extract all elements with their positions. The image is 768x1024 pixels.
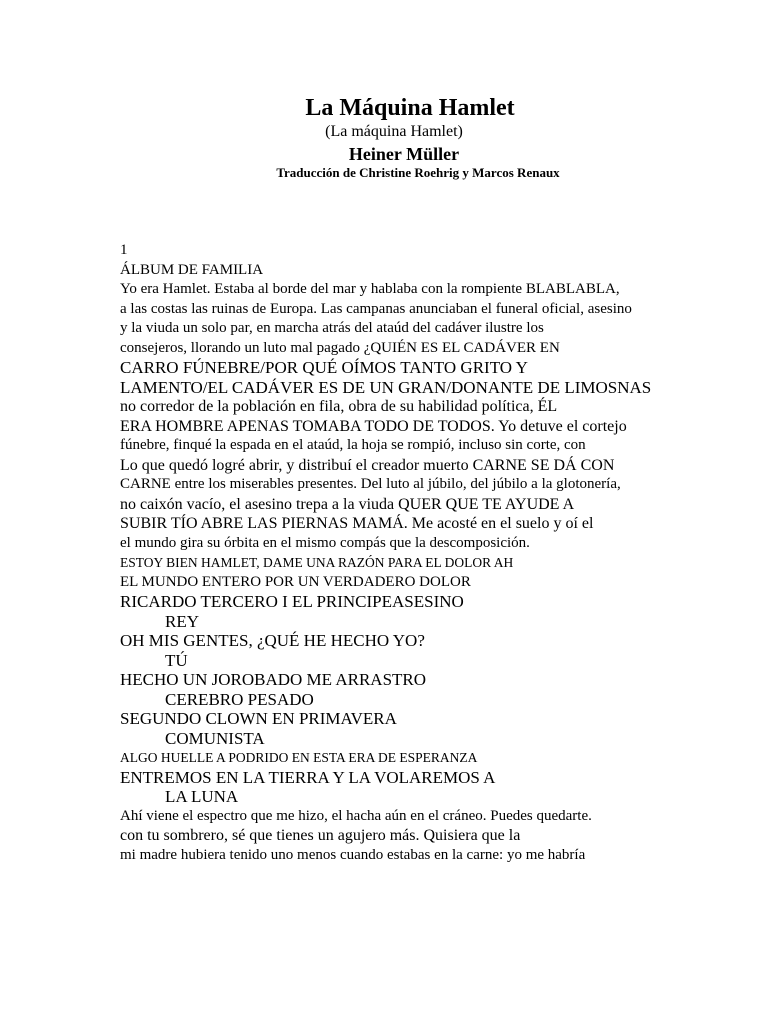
body-text: [120, 241, 760, 865]
text-line: Lo que quedó logré abrir, y distribuí el creador muerto CARNE SE DÁ CON: [120, 456, 615, 474]
text-line: no corredor de la población en fila, obra de su habilidad política, ÉL: [120, 398, 558, 415]
text-line: HECHO UN JOROBADO ME ARRASTRO: [120, 670, 427, 689]
text-line: EL MUNDO ENTERO POR UN VERDADERO DOLOR: [120, 573, 471, 590]
text-line: y la viuda un solo par, en marcha atrás del ataúd del cadáver ilustre los: [120, 320, 544, 336]
text-line: CARRO FÚNEBRE/POR QUÉ OÍMOS TANTO GRITO Y: [120, 358, 528, 377]
text-line: no caixón vacío, el asesino trepa a la viuda QUER QUE TE AYUDE A: [120, 495, 575, 513]
text-line: el mundo gira su órbita en el mismo compás que la descomposición.: [120, 534, 530, 551]
section-number: 1: [120, 242, 128, 258]
text-line: REY: [165, 611, 199, 631]
text-line: CARNE entre los miserables presentes. Del luto al júbilo, del júbilo a la glotonería,: [120, 476, 621, 492]
translator-credit: Traducción de Christine Roehrig y Marcos Renaux: [276, 165, 560, 180]
text-line: ALGO HUELLE A PODRIDO EN ESTA ERA DE ESPERANZA: [120, 750, 478, 765]
text-line: fúnebre, finqué la espada en el ataúd, la hoja se rompió, incluso sin corte, con: [120, 437, 586, 453]
author-name: Heiner Müller: [348, 144, 460, 164]
text-line: LA LUNA: [165, 787, 239, 806]
text-line: RICARDO TERCERO I EL PRINCIPEASESINO: [120, 592, 464, 611]
text-line: Ahí viene el espectro que me hizo, el hacha aún en el cráneo. Puedes quedarte.: [120, 807, 592, 824]
text-line: LAMENTO/EL CADÁVER ES DE UN GRAN/DONANTE DE LIMOSNAS: [120, 377, 652, 397]
text-line: a las costas las ruinas de Europa. Las campanas anunciaban el funeral oficial, asesino: [120, 300, 632, 317]
text-line: CEREBRO PESADO: [165, 689, 314, 709]
document-subtitle: (La máquina Hamlet): [325, 123, 463, 140]
text-line: SEGUNDO CLOWN EN PRIMAVERA: [120, 709, 397, 728]
text-line: Yo era Hamlet. Estaba al borde del mar y hablaba con la rompiente BLABLABLA,: [120, 281, 620, 297]
text-line: TÚ: [165, 650, 188, 670]
section-heading: ÁLBUM DE FAMILIA: [120, 261, 264, 278]
text-line: ENTREMOS EN LA TIERRA Y LA VOLAREMOS A: [120, 767, 496, 787]
document-title: La Máquina Hamlet: [305, 95, 515, 121]
text-line: COMUNISTA: [165, 728, 265, 748]
text-line: mi madre hubiera tenido uno menos cuando estabas en la carne: yo me habría: [120, 846, 586, 863]
text-line: consejeros, llorando un luto mal pagado ¿QUIÉN ES EL CADÁVER EN: [120, 339, 560, 356]
text-line: ERA HOMBRE APENAS TOMABA TODO DE TODOS. Yo detuve el cortejo: [120, 417, 627, 435]
text-line: OH MIS GENTES, ¿QUÉ HE HECHO YO?: [120, 631, 425, 650]
text-line: con tu sombrero, sé que tienes un agujero más. Quisiera que la: [120, 827, 521, 844]
text-line: ESTOY BIEN HAMLET, DAME UNA RAZÓN PARA EL DOLOR AH: [120, 555, 514, 570]
text-line: SUBIR TÍO ABRE LAS PIERNAS MAMÁ. Me acosté en el suelo y oí el: [120, 515, 594, 532]
